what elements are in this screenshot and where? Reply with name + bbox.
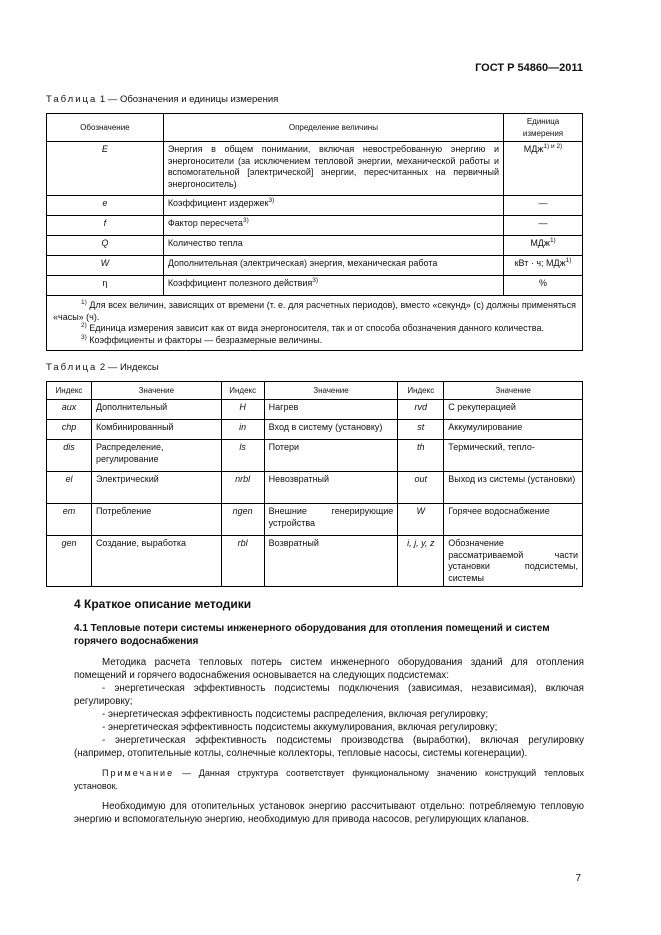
table1-caption [46, 94, 278, 105]
index-cell: el [47, 472, 92, 504]
meaning-cell: Создание, выработка [91, 536, 221, 587]
table1-footnotes [47, 296, 583, 351]
unit-footnote-mark: 1) [565, 257, 572, 264]
section-title: 4 Краткое описание методики [74, 597, 252, 611]
meaning-cell: Комбинированный [91, 420, 221, 440]
table1-definition: Дополнительная (электрическая) энергия, механическая работа [163, 256, 503, 276]
definition-text: Фактор пересчета [167, 218, 243, 228]
meaning-cell: Термический, тепло- [444, 440, 583, 472]
standard-number: ГОСТ Р 54860—2011 [475, 62, 583, 74]
definition-footnote-mark: 3) [268, 197, 275, 204]
paragraph: Методика расчета тепловых потерь систем инженерного оборудования зданий для отопления помещений и горячего водоснабжения основывается на следующих подсистемах: [74, 657, 584, 681]
table-row [47, 472, 583, 504]
table2-caption-text: 2 — Индексы [97, 362, 159, 373]
table1-symbol: f [47, 216, 164, 236]
table1-unit [504, 256, 583, 276]
table1-unit: — [504, 216, 583, 236]
meaning-cell: Вход в систему (установку) [264, 420, 398, 440]
table-row [47, 400, 583, 420]
index-cell: rvd [398, 400, 444, 420]
table1-definition [163, 276, 503, 296]
meaning-cell: Дополнительный [91, 400, 221, 420]
subsection-title: 4.1 Тепловые потери системы инженерного оборудования для отопления помещений и систем горячего водоснабжения [74, 623, 550, 647]
table1-caption-text: 1 — Обозначения и единицы измерения [97, 94, 279, 105]
table1-symbol: Q [47, 236, 164, 256]
table1-unit: — [504, 196, 583, 216]
table2-header-meaning: Значение [264, 382, 398, 400]
paragraph: Необходимую для отопительных установок энергию рассчитывают отдельно: потребляемую тепловую энергию и вспомогательную энергию, необходимую для привода насосов, регулирующих клапанов. [74, 801, 584, 825]
meaning-cell: Потери [264, 440, 398, 472]
table1-symbol: η [47, 276, 164, 296]
table1-definition [163, 196, 503, 216]
index-cell: chp [47, 420, 92, 440]
definition-text: Коэффициент полезного действия [167, 278, 313, 288]
table2-header-meaning: Значение [444, 382, 583, 400]
index-cell: H [221, 400, 264, 420]
meaning-cell: Возвратный [264, 536, 398, 587]
table-row [47, 420, 583, 440]
unit-text: кВт · ч; МДж [514, 258, 566, 268]
meaning-cell: Нагрев [264, 400, 398, 420]
table2-header-index: Индекс [221, 382, 264, 400]
meaning-cell: Потребление [91, 504, 221, 536]
table2-caption-word: Таблица [46, 362, 98, 373]
table1-unit: % [504, 276, 583, 296]
index-cell: aux [47, 400, 92, 420]
table1-header-definition: Определение величины [163, 114, 503, 142]
index-cell: ls [221, 440, 264, 472]
meaning-cell: Невозвратный [264, 472, 398, 504]
meaning-cell: Аккумулирование [444, 420, 583, 440]
page-number: 7 [575, 873, 581, 884]
meaning-cell: Внешние генерирующие устройства [264, 504, 398, 536]
table1-definition: Энергия в общем понимании, включая невостребованную энергию и энергоносители (за исключением тепловой энергии, механической работы и вспомогательной [электрической] энергии, пересчитанных на первичный энергоноситель) [163, 142, 503, 196]
index-cell: i, j, y, z [398, 536, 444, 587]
meaning-cell: Обозначение рассматриваемой части установки подсистемы, системы [444, 536, 583, 587]
note-word: Примечание [102, 768, 175, 778]
footnote [53, 335, 576, 347]
list-item: - энергетическая эффективность подсистемы аккумулирования, включая регулировку; [102, 722, 498, 733]
table1-header-unit: Единица измерения [504, 114, 583, 142]
table2-header-index: Индекс [47, 382, 92, 400]
unit-text: МДж [530, 238, 550, 248]
footnote-mark: 2) [81, 322, 87, 329]
table2 [46, 381, 583, 587]
footnote-mark: 1) [81, 299, 87, 306]
footnote [53, 300, 576, 323]
index-cell: gen [47, 536, 92, 587]
index-cell: out [398, 472, 444, 504]
table1-unit [504, 236, 583, 256]
list-item: - энергетическая эффективность подсистемы распределения, включая регулировку; [102, 709, 489, 720]
table1-symbol: W [47, 256, 164, 276]
index-cell: nrbl [221, 472, 264, 504]
definition-footnote-mark: 3) [242, 217, 249, 224]
table2-header-index: Индекс [398, 382, 444, 400]
section-body [74, 656, 584, 826]
footnote-text: Для всех величин, зависящих от времени (т. е. для расчетных периодов), вместо «секунд» (с) должны применяться «часы» (ч). [53, 300, 576, 322]
meaning-cell: Электрический [91, 472, 221, 504]
index-cell: st [398, 420, 444, 440]
note [74, 767, 584, 793]
table-row [47, 504, 583, 536]
index-cell: rbl [221, 536, 264, 587]
table1-symbol: e [47, 196, 164, 216]
table1 [46, 113, 583, 351]
definition-text: Коэффициент издержек [167, 198, 269, 208]
unit-footnote-mark: 1) [549, 237, 556, 244]
list-item: - энергетическая эффективность подсистемы подключения (зависимая, независимая), включая регулировку; [74, 683, 584, 707]
index-cell: in [221, 420, 264, 440]
index-cell: em [47, 504, 92, 536]
table1-symbol: E [47, 142, 164, 196]
note-text: — Данная структура соответствует функциональному значению конструкций тепловых установок. [74, 768, 584, 791]
meaning-cell: С рекуперацией [444, 400, 583, 420]
table1-caption-word: Таблица [46, 94, 98, 105]
footnote [53, 323, 576, 335]
table2-header-meaning: Значение [91, 382, 221, 400]
meaning-cell: Выход из системы (установки) [444, 472, 583, 504]
table1-definition [163, 216, 503, 236]
index-cell: ngen [221, 504, 264, 536]
index-cell: W [398, 504, 444, 536]
footnote-text: Коэффициенты и факторы — безразмерные величины. [86, 334, 323, 345]
index-cell: dis [47, 440, 92, 472]
table-row [47, 536, 583, 587]
table1-definition: Количество тепла [163, 236, 503, 256]
table1-unit [504, 142, 583, 196]
meaning-cell: Распределение, регулирование [91, 440, 221, 472]
unit-footnote-mark: 1) и 2) [543, 143, 563, 150]
table1-header-symbol: Обозначение [47, 114, 164, 142]
table2-caption [46, 362, 159, 373]
meaning-cell: Горячее водоснабжение [444, 504, 583, 536]
footnote-mark: 3) [81, 333, 87, 341]
unit-text: МДж [523, 144, 544, 154]
list-item: - энергетическая эффективность подсистемы производства (выработки), включая регулировку (например, отопительные котлы, солнечные коллекторы, тепловые насосы, системы когенерации). [74, 735, 584, 759]
definition-footnote-mark: 3) [312, 277, 319, 284]
table-row [47, 440, 583, 472]
index-cell: th [398, 440, 444, 472]
footnote-text: Единица измерения зависит как от вида энергоносителя, так и от способа обозначения данного количества. [86, 323, 544, 333]
